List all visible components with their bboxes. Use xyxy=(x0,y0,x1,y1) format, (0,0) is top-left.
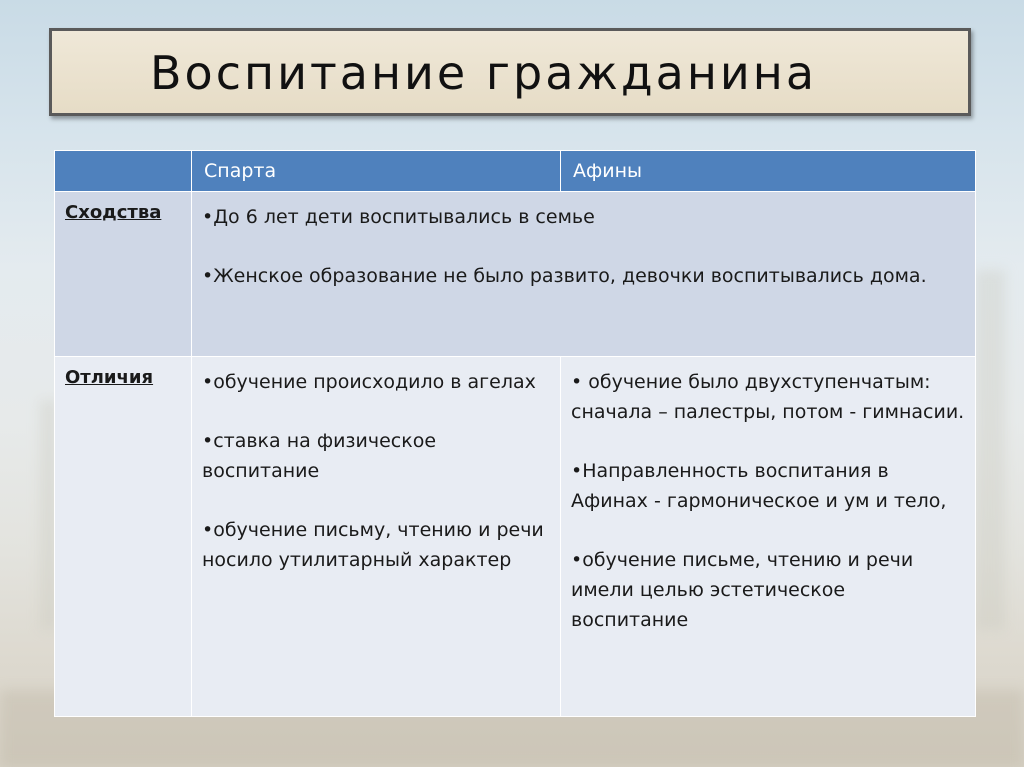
athens-differences-cell xyxy=(561,357,976,717)
sparta-differences-cell xyxy=(192,357,561,717)
comparison-table xyxy=(54,150,976,717)
sparta-item: •обучение письму, чтению и речи носило утилитарный характер xyxy=(202,519,544,571)
table-row-differences xyxy=(55,357,976,717)
table-row-similarities xyxy=(55,192,976,357)
background-column xyxy=(975,270,1005,630)
athens-item: •обучение письме, чтению и речи имели целью эстетическое воспитание xyxy=(571,549,914,631)
similarity-item: •Женское образование не было развито, девочки воспитывались дома. xyxy=(202,265,927,287)
similarities-cell xyxy=(192,192,976,357)
sparta-item: •обучение происходило в агелах xyxy=(202,371,536,393)
sparta-item: •ставка на физическое воспитание xyxy=(202,430,437,482)
slide-title: Воспитание гражданина xyxy=(150,46,818,100)
header-athens: Афины xyxy=(561,151,976,192)
similarity-item: •До 6 лет дети воспитывались в семье xyxy=(202,206,595,228)
athens-item: •Направленность воспитания в Афинах - гармоническое и ум и тело, xyxy=(571,460,947,512)
header-empty xyxy=(55,151,192,192)
row-label-differences: Отличия xyxy=(55,357,192,717)
row-label-similarities: Сходства xyxy=(55,192,192,357)
header-sparta: Спарта xyxy=(192,151,561,192)
athens-item: • обучение было двухступенчатым: сначала – палестры, потом - гимнасии. xyxy=(571,371,965,423)
title-box xyxy=(49,28,971,116)
table-header-row xyxy=(55,151,976,192)
